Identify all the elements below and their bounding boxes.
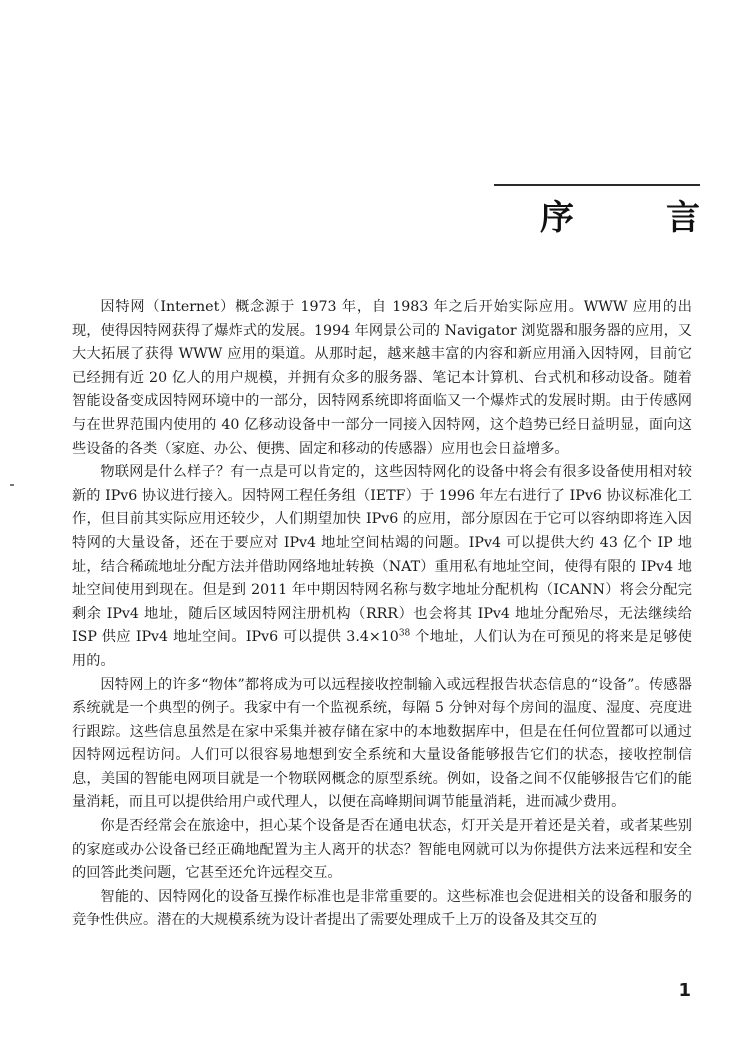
- paragraph-3: 因特网上的许多“物体”都将成为可以远程接收控制输入或远程报告状态信息的“设备”。传感器系统就是一个典型的例子。我家中有一个监视系统，每隔 5 分钟对每个房间的温度、湿度、亮度进行跟踪。这些信息虽然是在家中采集并被存储在家中的本地数据库中，但是在任何位置都可以通过因特网远程访问。人们可以很容易地想到安全系统和大量设备能够报告它们的状态，接收控制信息，美国的智能电网项目就是一个物联网概念的原型系统。例如，设备之间不仅能够报告它们的能量消耗，而且可以提供给用户或代理人，以便在高峰期间调节能量消耗，进而减少费用。: [72, 676, 692, 811]
- paragraph-5: 智能的、因特网化的设备互操作标准也是非常重要的。这些标准也会促进相关的设备和服务的竞争性供应。潜在的大规模系统为设计者提出了需要处理成千上万的设备及其交互的: [72, 888, 692, 929]
- paragraph-2: [72, 461, 692, 673]
- chapter-title: [540, 192, 700, 236]
- paragraph-1: 因特网（Internet）概念源于 1973 年，自 1983 年之后开始实际应用。WWW 应用的出现，使得因特网获得了爆炸式的发展。1994 年网景公司的 Navigator 浏览器和服务器的应用，又大大拓展了获得 WWW 应用的渠道。从那时起，越来越丰富的内容和新应用涌入因特网，目前它已经拥有近 20 亿人的用户规模，并拥有众多的服务器、笔记本计算机、台式机和移动设备。随着智能设备变成因特网环境中的一部分，因特网系统即将面临又一个爆炸式的发展时期。由于传感网与在世界范围内使用的 40 亿移动设备中一部分一同接入因特网，这个趋势已经日益明显，面向这些设备的各类（家庭、办公、便携、固定和移动的传感器）应用也会日益增多。: [72, 299, 692, 457]
- margin-mark: [10, 484, 14, 486]
- paragraph-2-text-a: 物联网是什么样子？有一点是可以肯定的，这些因特网化的设备中将会有很多设备使用相对较新的 IPv6 协议进行接入。因特网工程任务组（IETF）于 1996 年左右进行了 IPv6 协议标准化工作，但目前其实际应用还较少，人们期望加快 IPv6 的应用，部分原因在于它可以容纳即将连入因特网的大量设备，还在于要应对 IPv4 地址空间枯竭的问题。IPv4 可以提供大约 43 亿个 IP 地址，结合稀疏地址分配方法并借助网络地址转换（NAT）重用私有地址空间，使得有限的 IPv4 地址空间使用到现在。但是到 2011 年中期因特网名称与数字地址分配机构（ICANN）将会分配完剩余 IPv4 地址，随后区域因特网注册机构（RRR）也会将其 IPv4 地址分配殆尽，无法继续给 ISP 供应 IPv4 地址空间。IPv6 可以提供 3.4×10: [72, 464, 692, 646]
- title-char-2: 言: [666, 197, 700, 238]
- exponent: 38: [398, 628, 411, 639]
- title-rule: [494, 184, 700, 186]
- title-char-1: 序: [540, 197, 574, 238]
- paragraph-2-text-b: 个地址，人们认为在可预见的将来是足够使用的。: [72, 629, 692, 669]
- page-number: 1: [678, 980, 691, 1001]
- paragraph-4: 你是否经常会在旅途中，担心某个设备是否在通电状态，灯开关是开着还是关着，或者某些别的家庭或办公设备已经正确地配置为主人离开的状态？智能电网就可以为你提供方法来远程和安全的回答此类问题，它甚至还允许远程交互。: [72, 818, 692, 882]
- body-text: [72, 296, 692, 933]
